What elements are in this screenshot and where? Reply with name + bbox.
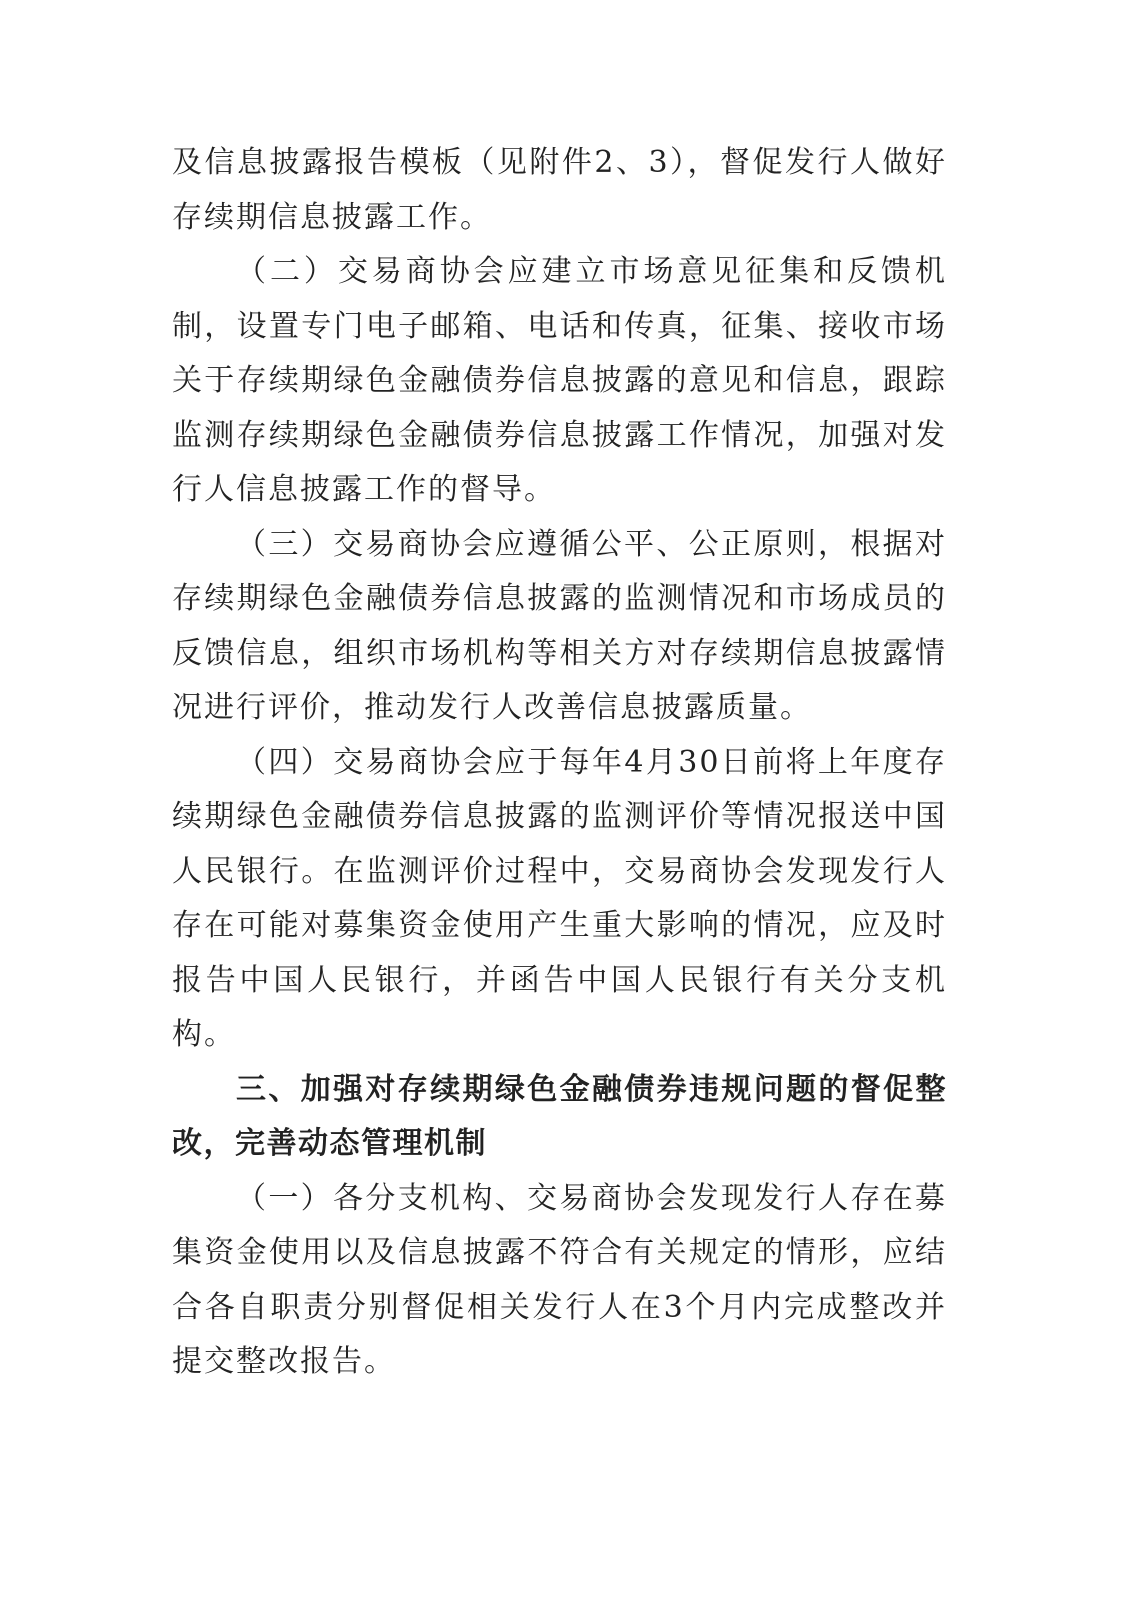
section-paragraph-1: （一）各分支机构、交易商协会发现发行人存在募集资金使用以及信息披露不符合有关规定的情形，应结合各自职责分别督促相关发行人在3个月内完成整改并提交整改报告。: [172, 1180, 947, 1379]
paragraph-item-4: （四）交易商协会应于每年4月30日前将上年度存续期绿色金融债券信息披露的监测评价等情况报送中国人民银行。在监测评价过程中，交易商协会发现发行人存在可能对募集资金使用产生重大影响的情况，应及时报告中国人民银行，并函告中国人民银行有关分支机构。: [172, 744, 947, 1052]
document-page: [172, 136, 947, 1390]
section-heading: 三、加强对存续期绿色金融债券违规问题的督促整改，完善动态管理机制: [172, 1071, 947, 1161]
continued-paragraph: 及信息披露报告模板（见附件2、3），督促发行人做好存续期信息披露工作。: [172, 145, 947, 235]
paragraph-item-3: （三）交易商协会应遵循公平、公正原则，根据对存续期绿色金融债券信息披露的监测情况和市场成员的反馈信息，组织市场机构等相关方对存续期信息披露情况进行评价，推动发行人改善信息披露质量。: [172, 526, 947, 725]
paragraph-item-2: （二）交易商协会应建立市场意见征集和反馈机制，设置专门电子邮箱、电话和传真，征集、接收市场关于存续期绿色金融债券信息披露的意见和信息，跟踪监测存续期绿色金融债券信息披露工作情况，加强对发行人信息披露工作的督导。: [172, 254, 947, 507]
